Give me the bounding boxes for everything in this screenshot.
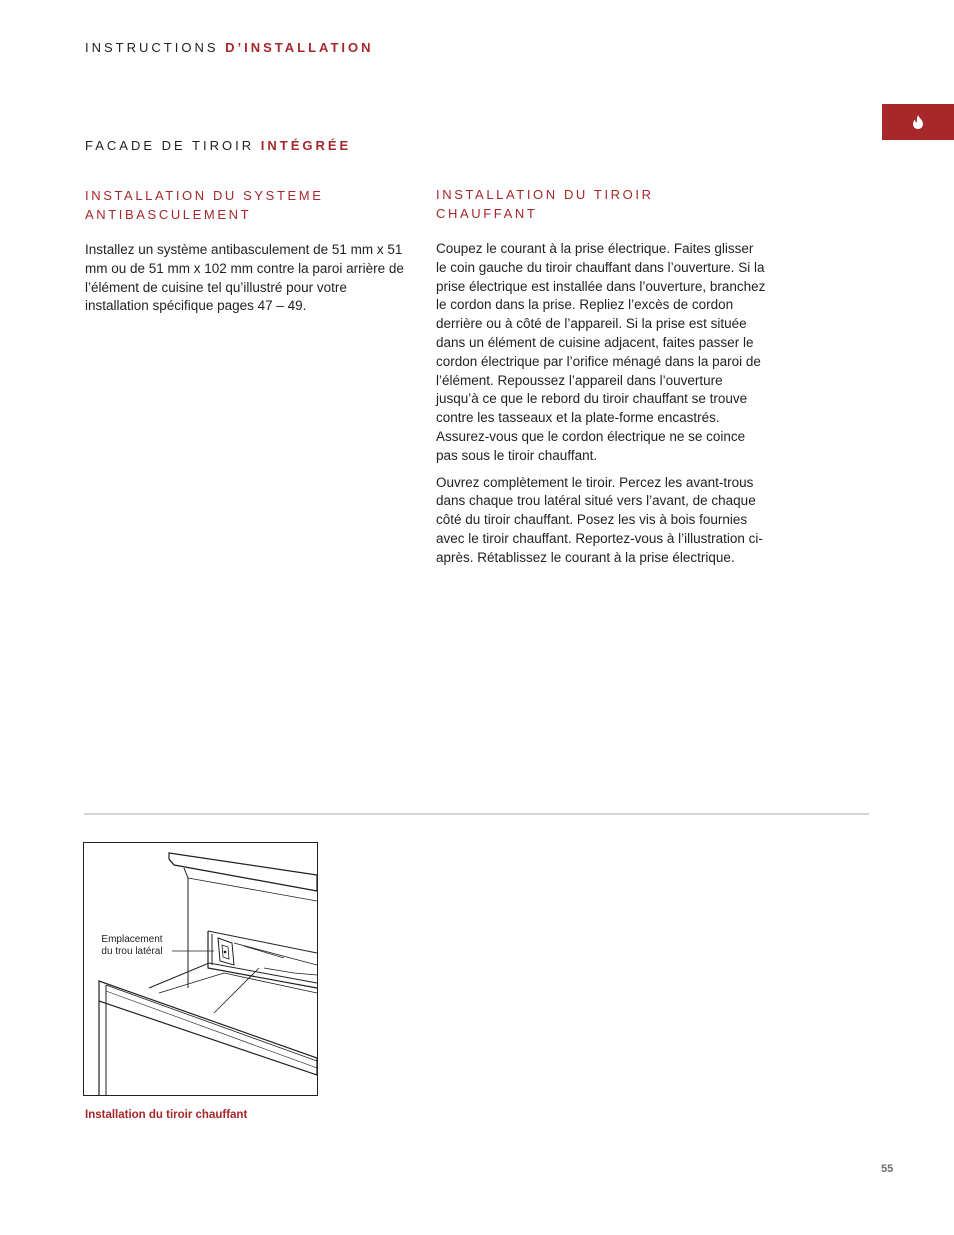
drawer-install-heading-line1: INSTALLATION DU TIROIR (436, 187, 654, 202)
header-label-strong: D’INSTALLATION (225, 40, 374, 55)
anti-tip-paragraph: Installez un système antibasculement de 51 mm x 51 mm ou de 51 mm x 102 mm contre la paroi arrière de l’élément de cuisine tel qu’illustré pour votre installation spécifique pages 47 – 49. (85, 242, 404, 314)
page-number: 55 (881, 1163, 894, 1175)
header-label: INSTRUCTIONS (85, 40, 219, 55)
drawer-illustration (83, 842, 318, 1096)
right-column (436, 185, 766, 568)
side-hole-label-line2: du trou latéral (101, 946, 163, 957)
anti-tip-heading-line1: INSTALLATION DU SYSTEME (85, 188, 324, 203)
section-title (85, 138, 351, 153)
drawer-install-paragraph-2: Ouvrez complètement le tiroir. Percez les avant-trous dans chaque trou latéral situé vers l’avant, de chaque côté du tiroir chauffant. Posez les vis à bois fournies avec le tiroir chauffant. Reportez-vous à l’illustration ci-après. Rétablissez le courant à la prise électrique. (436, 474, 763, 565)
section-tab (882, 104, 954, 140)
running-header (85, 40, 374, 55)
drawer-install-heading (436, 185, 766, 223)
drawer-drawing (84, 843, 317, 1095)
anti-tip-heading (85, 186, 410, 224)
section-divider (84, 813, 869, 815)
drawer-install-paragraph-1: Coupez le courant à la prise électrique. Faites glisser le coin gauche du tiroir chauffant dans l’ouverture. Si la prise électrique est installée dans l’ouverture, branchez le cordon dans la prise. Repliez l’excès de cordon derrière ou à côté de l’appareil. Si la prise est située dans un élément de cuisine adjacent, faites passer le cordon électrique par l’orifice ménagé dans la paroi de l’élément. Repoussez l’appareil dans l’ouverture jusqu’à ce que le rebord du tiroir chauffant se trouve contre les tasseaux et la plate-forme encastrés. Assurez-vous que le cordon électrique ne se coince pas sous le tiroir chauffant. (436, 241, 766, 463)
anti-tip-heading-line2: ANTIBASCULEMENT (85, 207, 252, 222)
section-title-strong: INTÉGRÉE (260, 138, 352, 153)
figure-caption: Installation du tiroir chauffant (85, 1109, 248, 1121)
left-column (85, 186, 410, 316)
flame-icon (912, 115, 924, 129)
section-title-regular: FACADE DE TIROIR (85, 138, 255, 153)
drawer-install-heading-line2: CHAUFFANT (436, 206, 538, 221)
side-hole-label-line1: Emplacement (101, 934, 163, 945)
